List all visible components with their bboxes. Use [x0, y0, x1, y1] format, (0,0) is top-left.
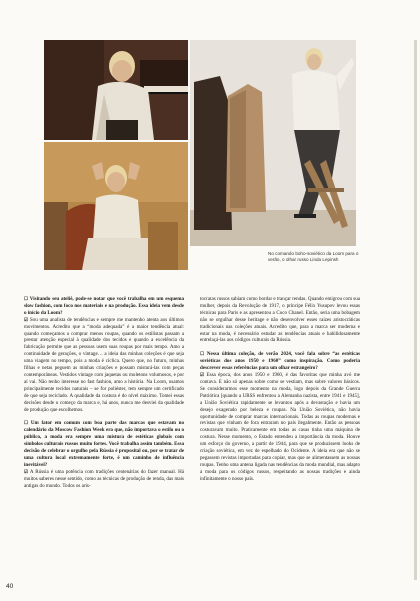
answer-paragraph: [200, 372, 360, 483]
answer-marker: ☑: [24, 316, 29, 322]
photo-woman-with-coats: [190, 40, 356, 246]
question-marker: ☐: [200, 351, 205, 357]
question-paragraph: [24, 296, 184, 317]
photo-caption: No comando boho-soviético da Loom para o verão, o olhar russo Linda Lepinsh: [268, 251, 359, 262]
photo-woman-seated-golden: [44, 142, 188, 270]
answer-marker: ☑: [200, 372, 205, 378]
question-paragraph: [200, 351, 360, 372]
photo-icon: [190, 40, 356, 246]
page-spine: [414, 40, 417, 580]
answer-paragraph: [24, 469, 184, 490]
answer-text: Sou uma analista de tendências e sempre me mantenho atenta aos últimos movimentos. Acredito que a “moda adequada” é a maior tendência atual: quando começamos a comprar menos roupas, quando os estilistas passam a prestar atenção especial à qualidade dos tecidos e quando a excelência da fabricação permite que as pessoas usem suas roupas por mais tempo. Amo a continuidade de gerações, o vintage… a ideia das minhas coleções é que seja uma viagem no tempo, pois a moda é cíclica. Quero que, no futuro, minhas filhas e netas peguem as minhas criações e possam misturá-las com peças contemporâneas. Vestidos vintage com jaquetas ou moletons volumosos, e por aí vai. Não tenho interesse no fast fashion, amo a história. Na Loom, usamos principalmente tecidos naturais – se for poliéster, tem sempre um certificado de que seja reciclado. A qualidade da costura é do nível máximo. Tomei essas decisões desde o começo da marca e, há anos, nunca me desviei da qualidade de produção que escolhemos.: [24, 316, 184, 413]
page-number: 40: [6, 583, 14, 590]
question-paragraph: [24, 420, 184, 468]
answer-text: A Rússia é uma potência com tradições centenárias do fazer manual. Há muitos saberes nesse sentido, como as técnicas de produção de renda, das mais antigas do mundo. Todos os aris-: [24, 468, 184, 489]
article-column-left: [24, 296, 184, 489]
question-text: Um fator em comum com boa parte das marcas que estavam no calendário da Moscow Fashion Week era que, não importava o estilo ou o público, a moda era sempre uma mistura de estéticas globais com símbolos culturais russos muito fortes. Você trabalha assim também. Essa decisão de celebrar o orgulho pela Rússia é proposital ou, por se tratar de uma cultura local extremamente forte, é um caminho de influência inevitável?: [24, 420, 184, 468]
question-marker: ☐: [24, 296, 29, 301]
question-marker: ☐: [24, 420, 29, 426]
answer-text: Essa época, dos anos 1950 e 1960, é das favoritas que minha avó me contava. E não só apenas sobre como se vestiam, mas sobre valores básicos. Se considerarmos esse momento na moda, logo depois da Grande Guerra Patriótica [quando a URSS enfrentou a Alemanha nazista, entre 1941 e 1945], a União Soviética rapidamente se levantou após a devastação e havia um desejo exagerado por beleza e roupas. Na União Soviética, não havia oportunidade de comprar marcas internacionais. Todas as roupas modernas e revistas que vinham de fora entraram no país ilegalmente. Então as pessoas costuravam muito. Praticamente em todas as casas tinha uma máquina de costura. Nesse momento, o Estado entendeu a importância da moda. Houve um esforço do governo, a partir de 1944, para que se produzissem looks de criação soviética, em vez de espelhado do Ocidente. A ideia era que não se pegassem revistas importadas para copiar, mas que se alimentassem as nossas roupas. Tenho uma antena ligada nas tendências da moda mundial, mas adapto a moda para os códigos russos, respeitando as nossas tradições e ainda infinitamente o nosso país.: [200, 372, 360, 482]
photo-icon: [44, 142, 188, 270]
photo-woman-at-piano: [44, 40, 188, 140]
question-text: Nessa última coleção, de verão 2024, você fala sobre “as estéticas soviéticas dos anos 1950 e 1960” como inspiração. Como poderia descrever essas referências para um olhar estrangeiro?: [200, 351, 360, 372]
answer-paragraph: [200, 296, 360, 344]
paragraph-gap: [24, 413, 184, 420]
article-column-right: [200, 296, 360, 483]
answer-paragraph: [24, 317, 184, 414]
answer-marker: ☑: [24, 468, 29, 474]
answer-text: tocratas russos sabiam como bordar e trançar rendas. Quando emigrou com sua mulher, depois da Revolução de 1917, o príncipe Félix Yusupov levou essas técnicas para Paris e as apresentou a Coco Chanel. Então, seria uma bobagem não se orgulhar desse heritage e não desenvolver esses raízes aristocráticas tradicionais nas coleções atuais. Acredito que, para a marca ser moderna e estar na moda, é necessário estudar as tendências atuais e habilidosamente entrelaçá-las aos códigos culturais da Rússia.: [200, 296, 360, 344]
question-text: Visitando seu ateliê, pode-se notar que você trabalha em um esquema slow fashion, com foco nos materiais e na produção. Essa ideia vem desde o início da Loom?: [24, 296, 184, 316]
photo-icon: [44, 40, 188, 140]
paragraph-gap: [200, 344, 360, 351]
